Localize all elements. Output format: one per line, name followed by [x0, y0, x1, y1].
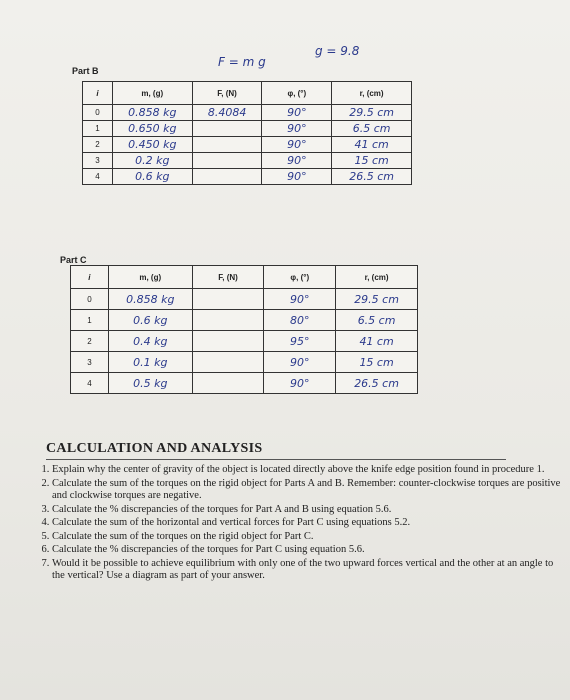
part-c-header-row	[71, 266, 418, 289]
radius-cell: 15 cm	[336, 352, 418, 373]
header-i: i	[71, 266, 109, 289]
mass-cell: 0.4 kg	[108, 331, 192, 352]
force-cell: 8.4084	[192, 105, 262, 121]
list-item: 2. Calculate the sum of the torques on the rigid object for Parts A and B. Remember: counter-clockwise torques are positive and clockwise torques are negative.	[52, 478, 567, 503]
table-row	[71, 310, 418, 331]
mass-cell: 0.450 kg	[112, 137, 192, 153]
list-item: 7. Would it be possible to achieve equilibrium with only one of the two upward forces vertical and the other at an angle to the vertical? Use a diagram as part of your answer.	[52, 558, 567, 583]
radius-cell: 41 cm	[336, 331, 418, 352]
list-item: 4. Calculate the sum of the horizontal and vertical forces for Part C using equations 5.2.	[52, 517, 567, 530]
force-cell	[192, 352, 264, 373]
row-index: 4	[83, 169, 113, 185]
part-b-table	[82, 81, 412, 185]
mass-cell: 0.650 kg	[112, 121, 192, 137]
header-force: F, (N)	[192, 266, 264, 289]
header-mass: m, (g)	[112, 82, 192, 105]
list-item: 6. Calculate the % discrepancies of the torques for Part C using equation 5.6.	[52, 544, 567, 557]
radius-cell: 26.5 cm	[336, 373, 418, 394]
mass-cell: 0.858 kg	[112, 105, 192, 121]
mass-cell: 0.1 kg	[108, 352, 192, 373]
table-row	[71, 373, 418, 394]
radius-cell: 26.5 cm	[332, 169, 412, 185]
force-cell	[192, 169, 262, 185]
radius-cell: 41 cm	[332, 137, 412, 153]
row-index: 2	[71, 331, 109, 352]
part-b-label: Part B	[72, 66, 99, 76]
row-index: 3	[71, 352, 109, 373]
mass-cell: 0.5 kg	[108, 373, 192, 394]
table-row	[71, 289, 418, 310]
header-angle: φ, (°)	[262, 82, 332, 105]
angle-cell: 90°	[264, 373, 336, 394]
table-row	[83, 105, 412, 121]
part-b-header-row	[83, 82, 412, 105]
mass-cell: 0.6 kg	[112, 169, 192, 185]
angle-cell: 90°	[262, 169, 332, 185]
radius-cell: 15 cm	[332, 153, 412, 169]
force-cell	[192, 310, 264, 331]
header-angle: φ, (°)	[264, 266, 336, 289]
angle-cell: 90°	[262, 137, 332, 153]
force-cell	[192, 137, 262, 153]
row-index: 3	[83, 153, 113, 169]
table-row	[71, 331, 418, 352]
part-c-label: Part C	[60, 255, 87, 265]
row-index: 4	[71, 373, 109, 394]
row-index: 1	[71, 310, 109, 331]
handwritten-formula: F = m g	[218, 55, 266, 69]
angle-cell: 90°	[262, 121, 332, 137]
mass-cell: 0.6 kg	[108, 310, 192, 331]
part-c-table	[70, 265, 418, 394]
angle-cell: 90°	[262, 105, 332, 121]
mass-cell: 0.2 kg	[112, 153, 192, 169]
angle-cell: 90°	[262, 153, 332, 169]
radius-cell: 6.5 cm	[336, 310, 418, 331]
force-cell	[192, 373, 264, 394]
list-item: 3. Calculate the % discrepancies of the torques for Part A and B using equation 5.6.	[52, 504, 567, 517]
table-row	[71, 352, 418, 373]
table-row	[83, 121, 412, 137]
row-index: 0	[83, 105, 113, 121]
force-cell	[192, 153, 262, 169]
table-row	[83, 169, 412, 185]
header-radius: r, (cm)	[332, 82, 412, 105]
radius-cell: 29.5 cm	[336, 289, 418, 310]
header-mass: m, (g)	[108, 266, 192, 289]
calculation-heading: CALCULATION AND ANALYSIS	[46, 441, 263, 456]
row-index: 0	[71, 289, 109, 310]
angle-cell: 95°	[264, 331, 336, 352]
list-item: 1. Explain why the center of gravity of the object is located directly above the knife edge position found in procedure 1.	[52, 464, 567, 477]
handwritten-g-value: g = 9.8	[315, 44, 360, 58]
header-force: F, (N)	[192, 82, 262, 105]
header-radius: r, (cm)	[336, 266, 418, 289]
angle-cell: 80°	[264, 310, 336, 331]
table-row	[83, 137, 412, 153]
row-index: 2	[83, 137, 113, 153]
force-cell	[192, 289, 264, 310]
radius-cell: 29.5 cm	[332, 105, 412, 121]
mass-cell: 0.858 kg	[108, 289, 192, 310]
angle-cell: 90°	[264, 352, 336, 373]
row-index: 1	[83, 121, 113, 137]
heading-divider	[46, 459, 506, 460]
radius-cell: 6.5 cm	[332, 121, 412, 137]
table-row	[83, 153, 412, 169]
force-cell	[192, 331, 264, 352]
angle-cell: 90°	[264, 289, 336, 310]
header-i: i	[83, 82, 113, 105]
list-item: 5. Calculate the sum of the torques on the rigid object for Part C.	[52, 531, 567, 544]
force-cell	[192, 121, 262, 137]
question-list	[30, 464, 567, 584]
